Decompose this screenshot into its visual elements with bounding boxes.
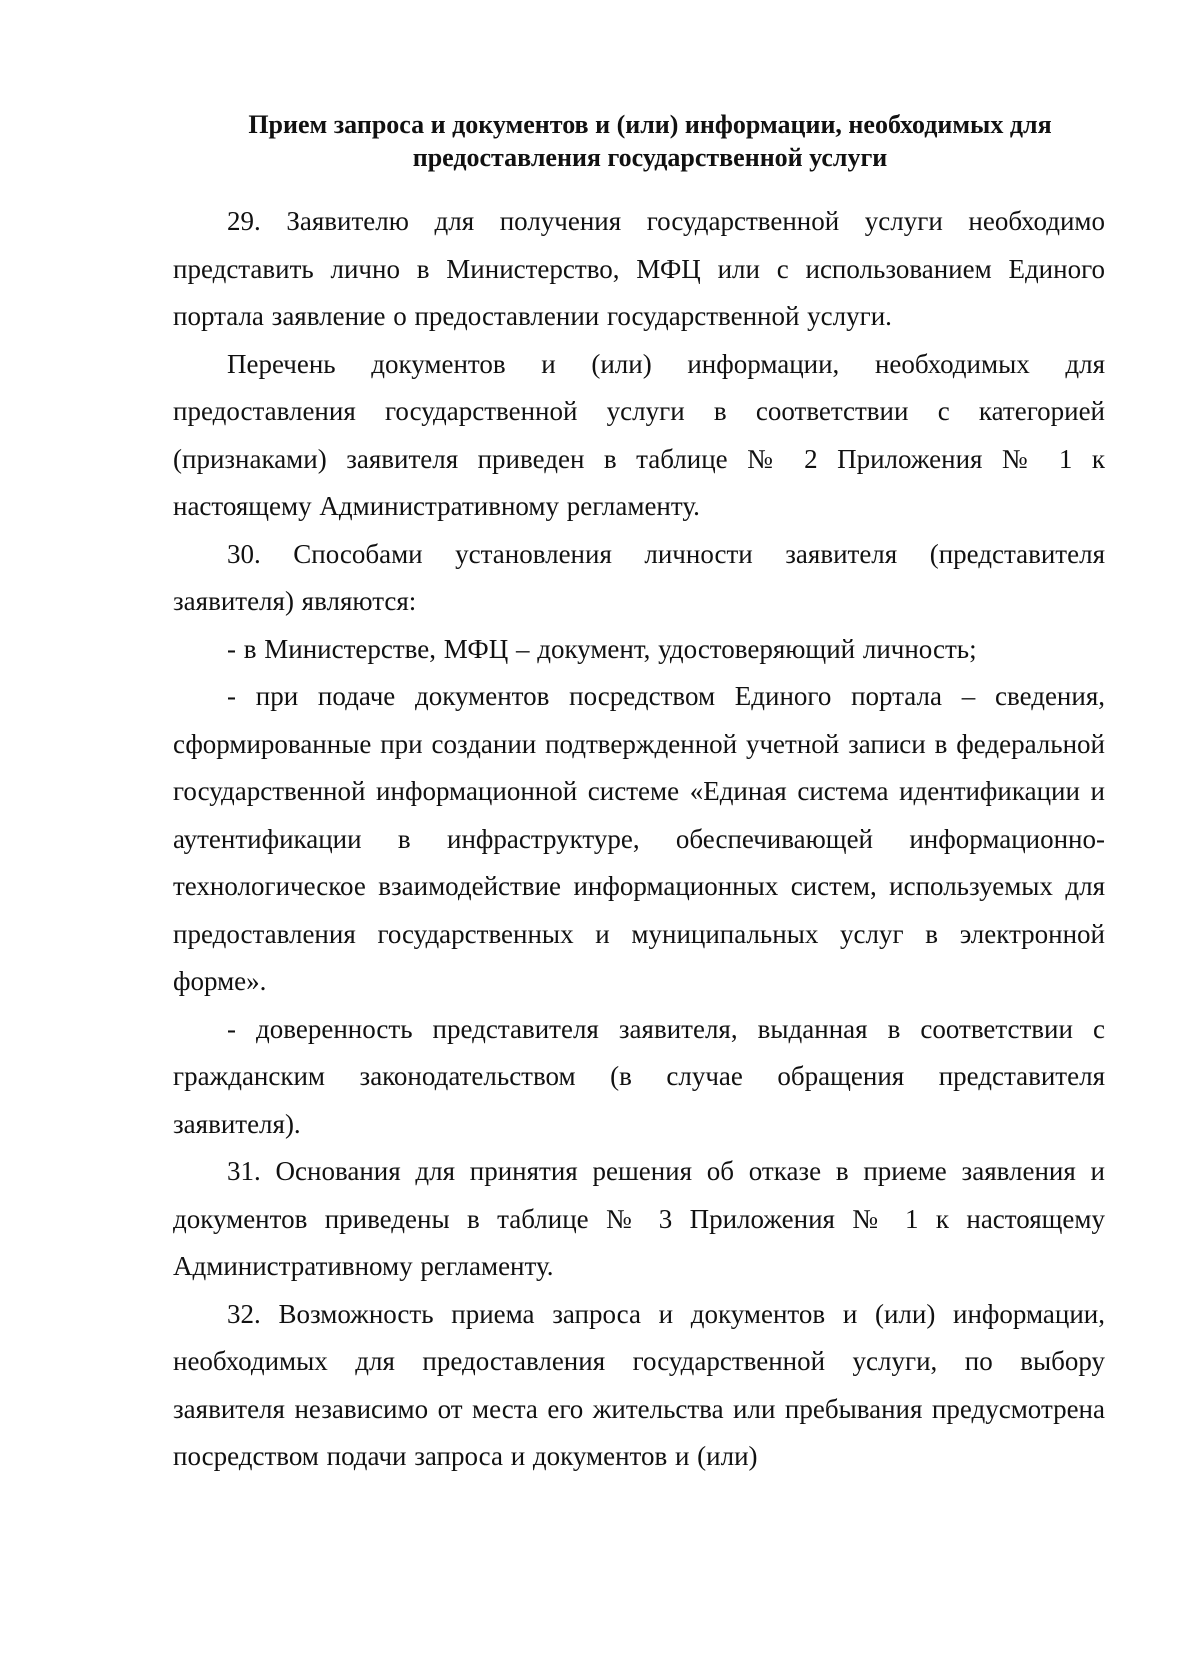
section-heading [170, 108, 1130, 174]
list-item-ministry-mfc: - в Министерстве, МФЦ – документ, удостоверяющий личность; [227, 633, 977, 664]
heading-line-2: предоставления государственной услуги [412, 143, 888, 172]
heading-line-1: Прием запроса и документов и (или) информации, необходимых для [248, 110, 1052, 139]
paragraph-29: 29. Заявителю для получения государственной услуги необходимо представить лично в Министерство, МФЦ или с использованием Единого портала заявление о предоставлении государственной услуги. [173, 206, 1105, 331]
paragraph-document-list: Перечень документов и (или) информации, необходимых для предоставления государственной услуги в соответствии с категорией (признаками) заявителя приведен в таблице № 2 Приложения № 1 к настоящему Административному регламенту. [173, 348, 1105, 521]
paragraph-30: 30. Способами установления личности заявителя (представителя заявителя) являются: [173, 538, 1105, 616]
list-item-power-of-attorney: - доверенность представителя заявителя, выданная в соответствии с гражданским законодательством (в случае обращения представителя заявителя). [173, 1013, 1105, 1139]
paragraph-31: 31. Основания для принятия решения об отказе в приеме заявления и документов приведены в таблице № 3 Приложения № 1 к настоящему Административному регламенту. [173, 1156, 1105, 1281]
list-item-unified-portal: - при подаче документов посредством Единого портала – сведения, сформированные при создании подтвержденной учетной записи в федеральной государственной информационной системе «Единая система идентификации и аутентификации в инфраструктуре, обеспечивающей информационно-технологическое взаимодействие информационных систем, используемых для предоставления государственных и муниципальных услуг в электронной форме». [173, 681, 1105, 996]
document-body [173, 198, 1105, 1481]
paragraph-32: 32. Возможность приема запроса и документов и (или) информации, необходимых для предоставления государственной услуги, по выбору заявителя независимо от места его жительства или пребывания предусмотрена посредством подачи запроса и документов и (или) [173, 1298, 1105, 1471]
